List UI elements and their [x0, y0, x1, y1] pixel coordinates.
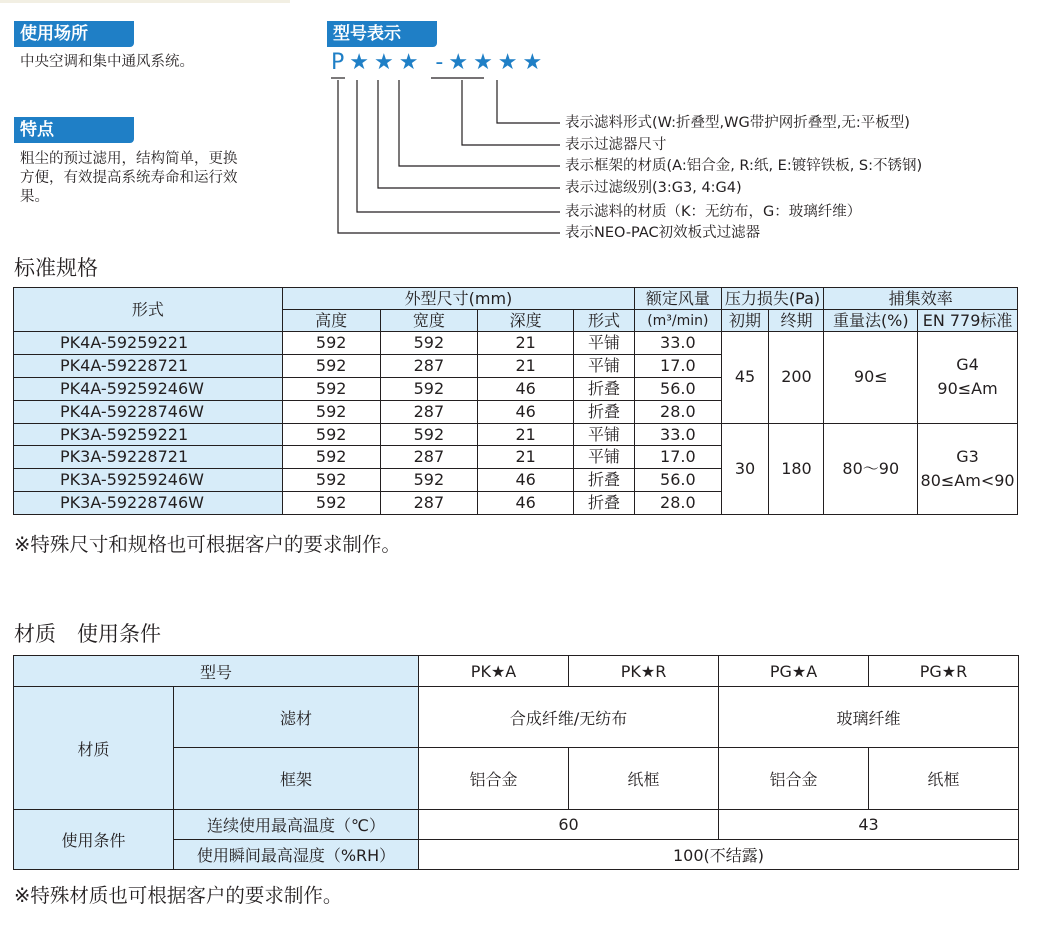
- spec-title: 标准规格: [14, 256, 98, 280]
- cell-gravimetric: 80～90: [824, 423, 918, 515]
- materials-title: 材质 使用条件: [14, 622, 161, 646]
- model-pgr: PG★R: [869, 656, 1019, 687]
- cell-final: 200: [769, 332, 824, 424]
- cell-height: 592: [282, 446, 380, 469]
- cell-style: 平铺: [573, 446, 634, 469]
- cell-model: PK3A-59259221: [14, 423, 283, 446]
- legend-series: 表示NEO-PAC初效板式过滤器: [565, 225, 761, 241]
- label-conditions: 使用条件: [14, 810, 174, 870]
- filter-glass: 玻璃纤维: [719, 687, 1019, 748]
- temp-value-pk: 60: [419, 810, 719, 840]
- cell-initial: 45: [721, 332, 769, 424]
- features-line: 果。: [20, 189, 49, 205]
- legend-filter-form: 表示滤料形式(W:折叠型,WG带护网折叠型,无:平板型): [565, 115, 910, 131]
- header-style: 形式: [573, 310, 634, 332]
- cell-en779: [918, 332, 1018, 424]
- humidity-value: 100(不结露): [419, 840, 1019, 870]
- header-initial: 初期: [721, 310, 769, 332]
- cell-height: 592: [282, 400, 380, 423]
- legend-media: 表示滤料的材质（K：无纺布，G：玻璃纤维）: [565, 204, 862, 220]
- leader-line: [378, 80, 560, 188]
- cell-width: 287: [380, 400, 478, 423]
- materials-note: ※特殊材质也可根据客户的要求制作。: [14, 884, 343, 907]
- header-depth: 深度: [478, 310, 574, 332]
- cell-width: 287: [380, 446, 478, 469]
- leader-line: [338, 80, 560, 233]
- frame-value: 纸框: [569, 748, 719, 810]
- spec-table: [13, 287, 1018, 515]
- filter-synthetic: 合成纤维/无纺布: [419, 687, 719, 748]
- label-max-temp: 连续使用最高温度（℃）: [174, 810, 419, 840]
- cell-depth: 46: [478, 469, 574, 492]
- en779-class: G4: [956, 355, 979, 375]
- legend-grade: 表示过滤级别(3:G3, 4:G4): [565, 180, 742, 196]
- leader-line: [497, 80, 560, 123]
- cell-airflow: 33.0: [635, 332, 722, 355]
- features-line: 粗尘的预过滤用，结构简单，更换: [20, 151, 238, 167]
- label-filter-media: 滤材: [174, 687, 419, 748]
- model-notation-badge: 型号表示: [327, 21, 437, 47]
- cell-height: 592: [282, 377, 380, 400]
- cell-height: 592: [282, 469, 380, 492]
- header-dims: 外型尺寸(mm): [282, 288, 634, 310]
- cell-airflow: 28.0: [635, 400, 722, 423]
- leader-line: [462, 80, 560, 145]
- model-pka: PK★A: [419, 656, 569, 687]
- cell-airflow: 28.0: [635, 492, 722, 515]
- cell-style: 折叠: [573, 469, 634, 492]
- cell-gravimetric: 90≤: [824, 332, 918, 424]
- cell-style: 折叠: [573, 400, 634, 423]
- cell-airflow: 17.0: [635, 446, 722, 469]
- header-efficiency: 捕集效率: [824, 288, 1018, 310]
- cell-width: 287: [380, 354, 478, 377]
- cell-en779: [918, 423, 1018, 515]
- cell-depth: 46: [478, 377, 574, 400]
- header-model: 型号: [14, 656, 419, 687]
- cell-height: 592: [282, 423, 380, 446]
- cell-depth: 21: [478, 423, 574, 446]
- en779-class: G3: [956, 446, 979, 466]
- frame-value: 铝合金: [719, 748, 869, 810]
- cell-final: 180: [769, 423, 824, 515]
- temp-value-pg: 43: [719, 810, 1019, 840]
- cell-width: 592: [380, 423, 478, 446]
- header-airflow-unit: (m³/min): [635, 310, 722, 332]
- header-airflow: 额定风量: [635, 288, 722, 310]
- cell-height: 592: [282, 492, 380, 515]
- cell-model: PK4A-59228721: [14, 354, 283, 377]
- legend-size: 表示过滤器尺寸: [565, 137, 667, 153]
- label-frame: 框架: [174, 748, 419, 810]
- materials-table: [13, 655, 1019, 870]
- model-code: P★★★ -★★★★: [331, 50, 548, 75]
- cell-height: 592: [282, 354, 380, 377]
- cell-depth: 21: [478, 354, 574, 377]
- cell-model: PK4A-59259246W: [14, 377, 283, 400]
- cell-model: PK4A-59228746W: [14, 400, 283, 423]
- model-pkr: PK★R: [569, 656, 719, 687]
- model-pga: PG★A: [719, 656, 869, 687]
- cell-width: 592: [380, 469, 478, 492]
- leader-line: [357, 80, 560, 212]
- spec-note: ※特殊尺寸和规格也可根据客户的要求制作。: [14, 533, 401, 556]
- cell-model: PK3A-59228746W: [14, 492, 283, 515]
- cell-depth: 21: [478, 332, 574, 355]
- cell-depth: 46: [478, 492, 574, 515]
- usage-badge: 使用场所: [14, 21, 134, 47]
- cell-airflow: 17.0: [635, 354, 722, 377]
- header-form: 形式: [14, 288, 283, 332]
- cell-width: 592: [380, 332, 478, 355]
- cell-style: 平铺: [573, 332, 634, 355]
- cell-style: 平铺: [573, 423, 634, 446]
- cell-model: PK3A-59228721: [14, 446, 283, 469]
- header-height: 高度: [282, 310, 380, 332]
- cell-airflow: 56.0: [635, 469, 722, 492]
- header-gravimetric: 重量法(%): [824, 310, 918, 332]
- cell-depth: 21: [478, 446, 574, 469]
- header-final: 终期: [769, 310, 824, 332]
- features-line: 方便，有效提高系统寿命和运行效: [20, 170, 238, 186]
- cell-width: 287: [380, 492, 478, 515]
- en779-range: 90≤Am: [937, 379, 998, 399]
- cell-height: 592: [282, 332, 380, 355]
- features-badge: 特点: [14, 117, 134, 143]
- cell-airflow: 33.0: [635, 423, 722, 446]
- cell-model: PK3A-59259246W: [14, 469, 283, 492]
- cell-style: 折叠: [573, 377, 634, 400]
- table-row: [14, 332, 1018, 355]
- header-width: 宽度: [380, 310, 478, 332]
- en779-range: 80≤Am<90: [920, 470, 1015, 490]
- cell-style: 平铺: [573, 354, 634, 377]
- cell-style: 折叠: [573, 492, 634, 515]
- cell-model: PK4A-59259221: [14, 332, 283, 355]
- frame-value: 纸框: [869, 748, 1019, 810]
- cell-initial: 30: [721, 423, 769, 515]
- legend-frame: 表示框架的材质(A:铝合金, R:纸, E:镀锌铁板, S:不锈钢): [565, 158, 923, 174]
- label-material: 材质: [14, 687, 174, 810]
- usage-text: 中央空调和集中通风系统。: [20, 54, 194, 70]
- cell-airflow: 56.0: [635, 377, 722, 400]
- frame-value: 铝合金: [419, 748, 569, 810]
- cell-width: 592: [380, 377, 478, 400]
- header-en779: EN 779标准: [918, 310, 1018, 332]
- label-max-humidity: 使用瞬间最高湿度（%RH）: [174, 840, 419, 870]
- cell-depth: 46: [478, 400, 574, 423]
- table-row: [14, 423, 1018, 446]
- header-pressure: 压力损失(Pa): [721, 288, 824, 310]
